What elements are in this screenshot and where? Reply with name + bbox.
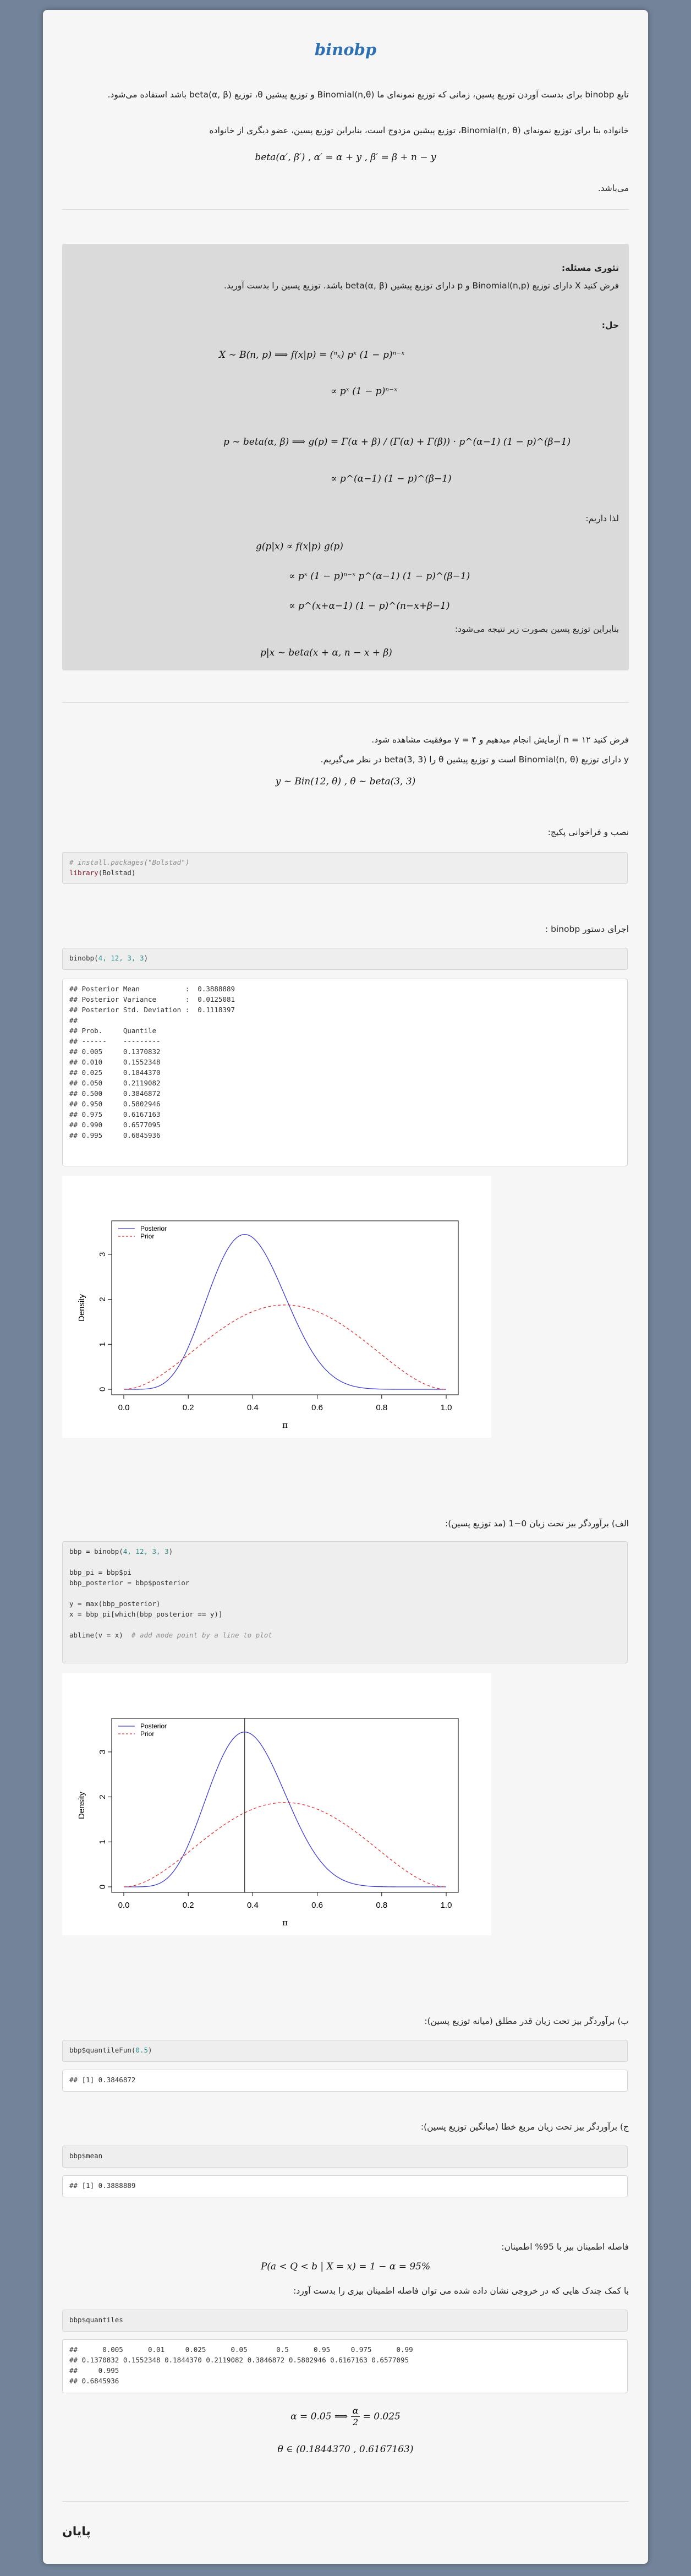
alpha-equation [62,2405,629,2428]
end-label: پایان [62,2525,91,2539]
y-tick-label: 1 [97,1840,107,1844]
y-tick-label: 0 [97,1387,107,1392]
code-numbers: 4, 12, 3, 3 [123,1547,169,1556]
equation-beta-prior: p ∼ beta(α, β) ⟹ g(p) = Γ(α + β) / (Γ(α) + Γ(β)) · p^(α−1) (1 − p)^(β−1) [223,436,571,447]
theorem-title: تئوری مسئله: [561,263,619,273]
conclusion-text: بنابراین توزیع پسین بصورت زیر نتیجه می‌شود: [454,624,619,634]
code-block-run [62,948,628,970]
code-block-median [62,2040,628,2062]
run-label: اجرای دستور binobp : [545,924,629,934]
interval-equation: P(a < Q < b | X = x) = 1 − α = 95% [260,2261,431,2272]
density-plot-1 [62,1176,491,1438]
intro-paragraph-1: تابع binobp برای بدست آوردن توزیع پسین، زمانی که توزیع نمونه‌ای ما Binomial(n,θ) و توزیع پیشین θ، توزیع beta(α, β) باشد استفاده می‌شود. [107,90,629,100]
code-block-install [62,852,628,884]
theorem-text: فرض کنید X دارای توزیع Binomial(n,p) و p دارای توزیع پیشین beta(α, β) باشد. توزیع پسین را بدست آورید. [224,281,619,291]
x-tick-label: 0.6 [311,1901,323,1910]
legend-label-posterior: Posterior [140,1722,167,1730]
equation-posterior-kernel: ∝ p^(x+α−1) (1 − p)^(n−x+β−1) [289,601,450,612]
equation-binomial-likelihood: X ∼ B(n, p) ⟹ f(x|p) = (ⁿₓ) pˣ (1 − p)ⁿ⁻ˣ [219,350,405,361]
series-line-posterior [124,1732,446,1887]
code-paren: ) [148,2046,152,2054]
y-tick-label: 0 [97,1884,107,1890]
equation-posterior-product: ∝ pˣ (1 − p)ⁿ⁻ˣ p^(α−1) (1 − p)^(β−1) [289,571,470,582]
x-tick-label: 0.8 [376,1403,388,1412]
y-axis-label: Density [77,1791,86,1820]
x-tick-label: 0.6 [311,1403,323,1412]
series-line-prior [124,1305,446,1389]
x-tick-label: 0.4 [246,1403,259,1412]
x-tick-label: 0.8 [376,1901,388,1910]
alpha-equation-right: = 0.025 [363,2411,401,2422]
example-equation: y ∼ Bin(12, θ) , θ ∼ beta(3, 3) [275,776,416,787]
part-b-label: ب) برآوردگر بیز تحت زیان قدر مطلق (میانه توزیع پسین): [424,2016,629,2026]
install-label: نصب و فراخوانی پکیج: [547,827,629,837]
y-tick-label: 2 [97,1794,107,1799]
output-block-median: ## [1] 0.3846872 [62,2070,628,2092]
y-tick-label: 2 [97,1297,107,1302]
code-line: bbp = binobp( [69,1547,123,1556]
x-tick-label: 0.4 [246,1901,259,1910]
example-text-1: فرض کنید n = ۱۲ آزمایش انجام میدهیم و y = ۴ موفقیت مشاهده شود. [371,735,629,745]
equation-prior-kernel: ∝ p^(α−1) (1 − p)^(β−1) [331,473,452,484]
code-comment: # add mode point by a line to plot [123,1631,272,1639]
x-tick-label: 0.2 [182,1403,194,1412]
x-tick-label: 0.2 [182,1901,194,1910]
x-tick-label: 0.0 [118,1901,130,1910]
solution-title: حل: [601,320,619,330]
intro-paragraph-3: می‌باشد. [597,183,629,193]
example-text-2: y دارای توزیع Binomial(n, θ) است و توزیع پیشین θ را beta(3, 3) در نظر می‌گیریم. [320,755,629,765]
divider [62,702,629,703]
code-paren: ) [168,1547,173,1556]
code-lines: bbp_pi = bbp$pi bbp_posterior = bbp$posterior y = max(bbp_posterior) x = bbp_pi[which(bbp_posterior == y)] [69,1568,223,1618]
page-title: binobp [314,40,377,59]
density-plot-1-svg [62,1176,491,1438]
document-page [43,10,648,2564]
code-function: bbp$quantileFun( [69,2046,136,2054]
output-block-quantiles: ## 0.005 0.01 0.025 0.05 0.5 0.95 0.975 0.99 ## 0.1370832 0.1552348 0.1844370 0.2119082 0.3846872 0.5802946 0.6167163 0.6577095 ## 0.995 ## 0.6845936 [62,2339,628,2393]
output-block-summary: ## Posterior Mean : 0.3888889 ## Posterior Variance : 0.0125081 ## Posterior Std. Deviation : 0.1118397 ## ## Prob. Quantile ## ------ --------- ## 0.005 0.1370832 ## 0.010 0.1552348 ## 0.025 0.1844370 ## 0.050 0.2119082 ## 0.500 0.3846872 ## 0.950 0.5802946 ## 0.975 0.6167163 ## 0.990 0.6577095 ## 0.995 0.6845936 [62,979,628,1166]
code-keyword: library [69,869,98,877]
equation-likelihood-kernel: ∝ pˣ (1 − p)ⁿ⁻ˣ [331,386,398,397]
x-tick-label: 1.0 [440,1901,452,1910]
series-line-prior [124,1803,446,1887]
code-block-mean: bbp$mean [62,2146,628,2168]
y-axis-label: Density [77,1294,86,1322]
intro-paragraph-2: خانواده بتا برای توزیع نمونه‌ای Binomial(n, θ)، توزیع پیشین مزدوج است، بنابراین توزیع پسین، عضو دیگری از خانواده [209,125,629,135]
y-tick-label: 1 [97,1342,107,1347]
output-block-mean: ## [1] 0.3888889 [62,2175,628,2197]
alpha-fraction-denominator: 2 [352,2417,359,2427]
x-axis-label: π [282,1420,288,1430]
interval-text: با کمک چندک هایی که در خروجی نشان داده شده می توان فاصله اطمینان بیزی را بدست آورد: [293,2286,629,2296]
code-line: abline(v = x) [69,1631,123,1639]
legend-label-posterior: Posterior [140,1225,167,1232]
series-line-posterior [124,1235,446,1389]
interval-title: فاصله اطمینان بیز با 95% اطمینان: [501,2242,629,2252]
theorem-box [62,244,629,670]
code-comment: # install.packages("Bolstad") [69,858,190,866]
code-function: binobp( [69,954,98,962]
equation-posterior-result: p|x ∼ beta(x + α, n − x + β) [260,647,392,658]
code-block-mode [62,1541,628,1663]
x-axis-label: π [282,1918,288,1928]
x-tick-label: 0.0 [118,1403,130,1412]
y-tick-label: 3 [97,1749,107,1755]
plot-frame [112,1718,458,1892]
code-numbers: 4, 12, 3, 3 [98,954,144,962]
code-block-quantiles: bbp$quantiles [62,2310,628,2332]
code-args: (Bolstad) [98,869,136,877]
code-number: 0.5 [135,2046,148,2054]
part-a-label: الف) برآوردگر بیز تحت زیان 0−1 (مد توزیع پسین): [445,1519,629,1529]
part-c-label: ج) برآوردگر بیز تحت زیان مربع خطا (میانگین توزیع پسین): [420,2122,629,2132]
density-plot-2 [62,1673,491,1935]
plot-frame [112,1221,458,1395]
equation-posterior-proportional: g(p|x) ∝ f(x|p) g(p) [256,541,343,552]
divider [62,209,629,210]
divider [62,2501,629,2502]
so-we-have-label: لذا داریم: [585,514,619,523]
y-tick-label: 3 [97,1252,107,1257]
alpha-equation-left: α = 0.05 ⟹ [290,2411,351,2422]
density-plot-2-svg [62,1673,491,1935]
x-tick-label: 1.0 [440,1403,452,1412]
intro-equation: beta(α′, β′) , α′ = α + y , β′ = β + n − y [255,152,436,163]
legend-label-prior: Prior [140,1730,155,1738]
legend-label-prior: Prior [140,1232,155,1240]
alpha-fraction [351,2405,360,2428]
alpha-fraction-numerator: α [351,2405,360,2417]
code-paren: ) [144,954,149,962]
theta-interval-equation: θ ∈ (0.1844370 , 0.6167163) [277,2444,414,2455]
